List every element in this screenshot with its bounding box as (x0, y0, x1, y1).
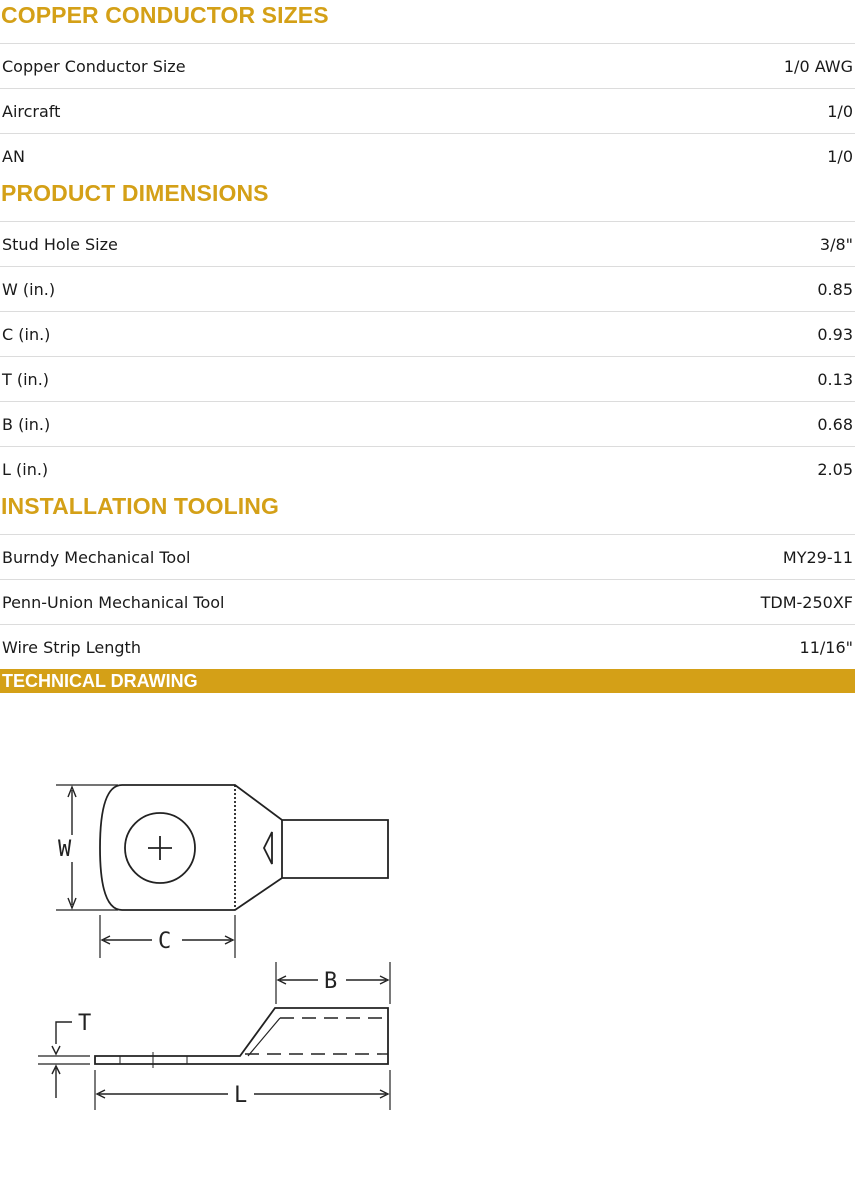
spec-table (0, 43, 855, 178)
spec-label: Copper Conductor Size (2, 56, 186, 76)
spec-label: L (in.) (2, 459, 49, 479)
spec-row (0, 134, 855, 178)
dimension-label-b: B (324, 969, 338, 994)
spec-value: 1/0 AWG (783, 56, 853, 76)
spec-value: 0.13 (817, 369, 853, 389)
spec-row (0, 535, 855, 580)
spec-row (0, 402, 855, 447)
spec-label: Burndy Mechanical Tool (2, 547, 191, 567)
dimension-label-w: W (58, 837, 72, 862)
lug-top-outline (100, 785, 388, 910)
spec-value: 0.85 (817, 279, 853, 299)
section-copper-conductor-sizes (0, 0, 855, 178)
spec-label: B (in.) (2, 414, 51, 434)
section-title: INSTALLATION TOOLING (1, 493, 279, 519)
spec-value: MY29-11 (782, 547, 853, 567)
section-title: COPPER CONDUCTOR SIZES (1, 2, 329, 28)
spec-value: 0.68 (817, 414, 853, 434)
spec-label: W (in.) (2, 279, 56, 299)
section-title: PRODUCT DIMENSIONS (1, 180, 269, 206)
spec-row (0, 44, 855, 89)
spec-label: Aircraft (2, 101, 61, 121)
spec-row (0, 625, 855, 669)
section-installation-tooling (0, 491, 855, 669)
spec-value: 1/0 (827, 146, 853, 166)
technical-drawing-heading: TECHNICAL DRAWING (0, 669, 855, 693)
spec-row (0, 222, 855, 267)
spec-row (0, 357, 855, 402)
spec-value: 1/0 (827, 101, 853, 121)
inspection-mark (264, 832, 272, 864)
dimension-label-c: C (158, 929, 172, 954)
spec-label: Wire Strip Length (2, 637, 141, 657)
spec-row (0, 447, 855, 491)
spec-label: C (in.) (2, 324, 51, 344)
spec-row (0, 267, 855, 312)
technical-drawing (0, 730, 855, 1200)
spec-value: TDM-250XF (760, 592, 853, 612)
spec-table (0, 221, 855, 491)
spec-table (0, 534, 855, 669)
section-product-dimensions (0, 178, 855, 491)
spec-label: Stud Hole Size (2, 234, 118, 254)
spec-row (0, 312, 855, 357)
spec-value: 11/16" (799, 637, 853, 657)
dimension-label-t: T (78, 1011, 92, 1036)
spec-row (0, 89, 855, 134)
dimension-label-l: L (234, 1083, 248, 1108)
spec-value: 0.93 (817, 324, 853, 344)
spec-value: 2.05 (817, 459, 853, 479)
spec-label: T (in.) (2, 369, 50, 389)
spec-value: 3/8" (819, 234, 853, 254)
spec-label: Penn-Union Mechanical Tool (2, 592, 225, 612)
spec-label: AN (2, 146, 25, 166)
spec-row (0, 580, 855, 625)
lug-side-outline (95, 1008, 388, 1064)
